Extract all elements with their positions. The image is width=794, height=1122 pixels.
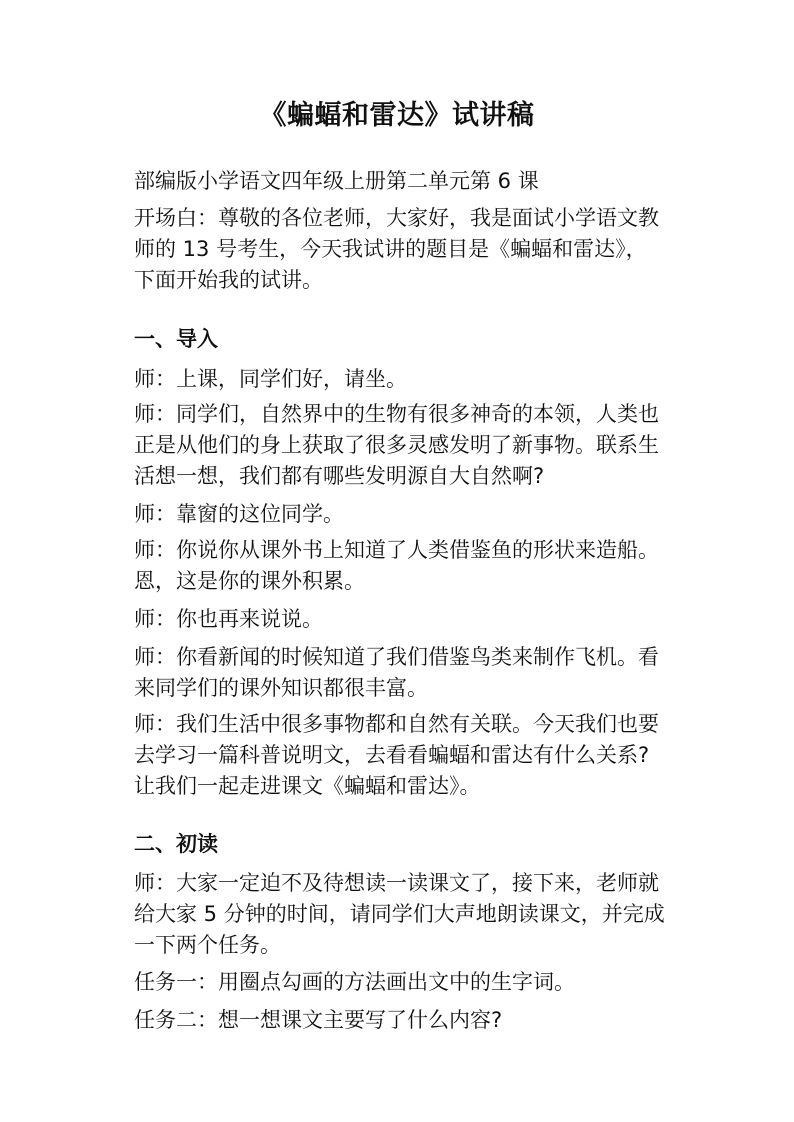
opening-line: 师的 13 号考生，今天我试讲的题目是《蝙蝠和雷达》， [134,237,647,261]
opening-paragraph [134,203,734,296]
subtitle [134,166,734,197]
paragraph-line: 师：大家一定迫不及待想读一读课文了，接下来，老师就 [134,871,659,895]
paragraph-line: 来同学们的课外知识都很丰富。 [134,676,428,700]
paragraph [134,709,734,802]
paragraph [134,604,734,635]
paragraph [134,642,734,704]
paragraph-line: 正是从他们的身上获取了很多灵感发明了新事物。联系生 [134,433,659,457]
paragraph-line: 师：你也再来说说。 [134,607,323,631]
task-item [134,967,734,998]
paragraph [134,364,734,395]
paragraph-line: 任务一：用圈点勾画的方法画出文中的生字词。 [134,970,575,994]
subtitle-line: 部编版小学语文四年级上册第二单元第 6 课 [134,169,539,193]
opening-line: 开场白：尊敬的各位老师，大家好，我是面试小学语文教 [134,206,659,230]
paragraph-line: 给大家 5 分钟的时间，请同学们大声地朗读课文，并完成 [134,902,665,926]
opening-line: 下面开始我的试讲。 [134,268,323,292]
paragraph-line: 一下两个任务。 [134,933,281,957]
paragraph-line: 活想一想，我们都有哪些发明源自大自然啊? [134,464,545,488]
paragraph-line: 任务二：想一想课文主要写了什么内容? [134,1008,503,1032]
document-title: 《蝙蝠和雷达》试讲稿 [259,100,535,131]
task-item [134,1005,734,1036]
paragraph-line: 师：你看新闻的时候知道了我们借鉴鸟类来制作飞机。看 [134,645,659,669]
paragraph-line: 师：靠窗的这位同学。 [134,502,344,526]
paragraph-line: 师：我们生活中很多事物都和自然有关联。今天我们也要 [134,712,659,736]
section-heading-first-reading: 二、初读 [134,832,218,856]
paragraph [134,868,734,961]
paragraph-line: 师：你说你从课外书上知道了人类借鉴鱼的形状来造船。 [134,538,659,562]
paragraph [134,399,734,492]
paragraph-line: 恩，这是你的课外积累。 [134,569,365,593]
paragraph [134,499,734,530]
section-heading-intro: 一、导入 [134,327,218,351]
paragraph-line: 让我们一起走进课文《蝙蝠和雷达》。 [134,774,481,798]
paragraph [134,535,734,597]
paragraph-line: 师：上课，同学们好，请坐。 [134,367,407,391]
paragraph-line: 去学习一篇科普说明文，去看看蝙蝠和雷达有什么关系? [134,743,650,767]
paragraph-line: 师：同学们，自然界中的生物有很多神奇的本领，人类也 [134,402,659,426]
